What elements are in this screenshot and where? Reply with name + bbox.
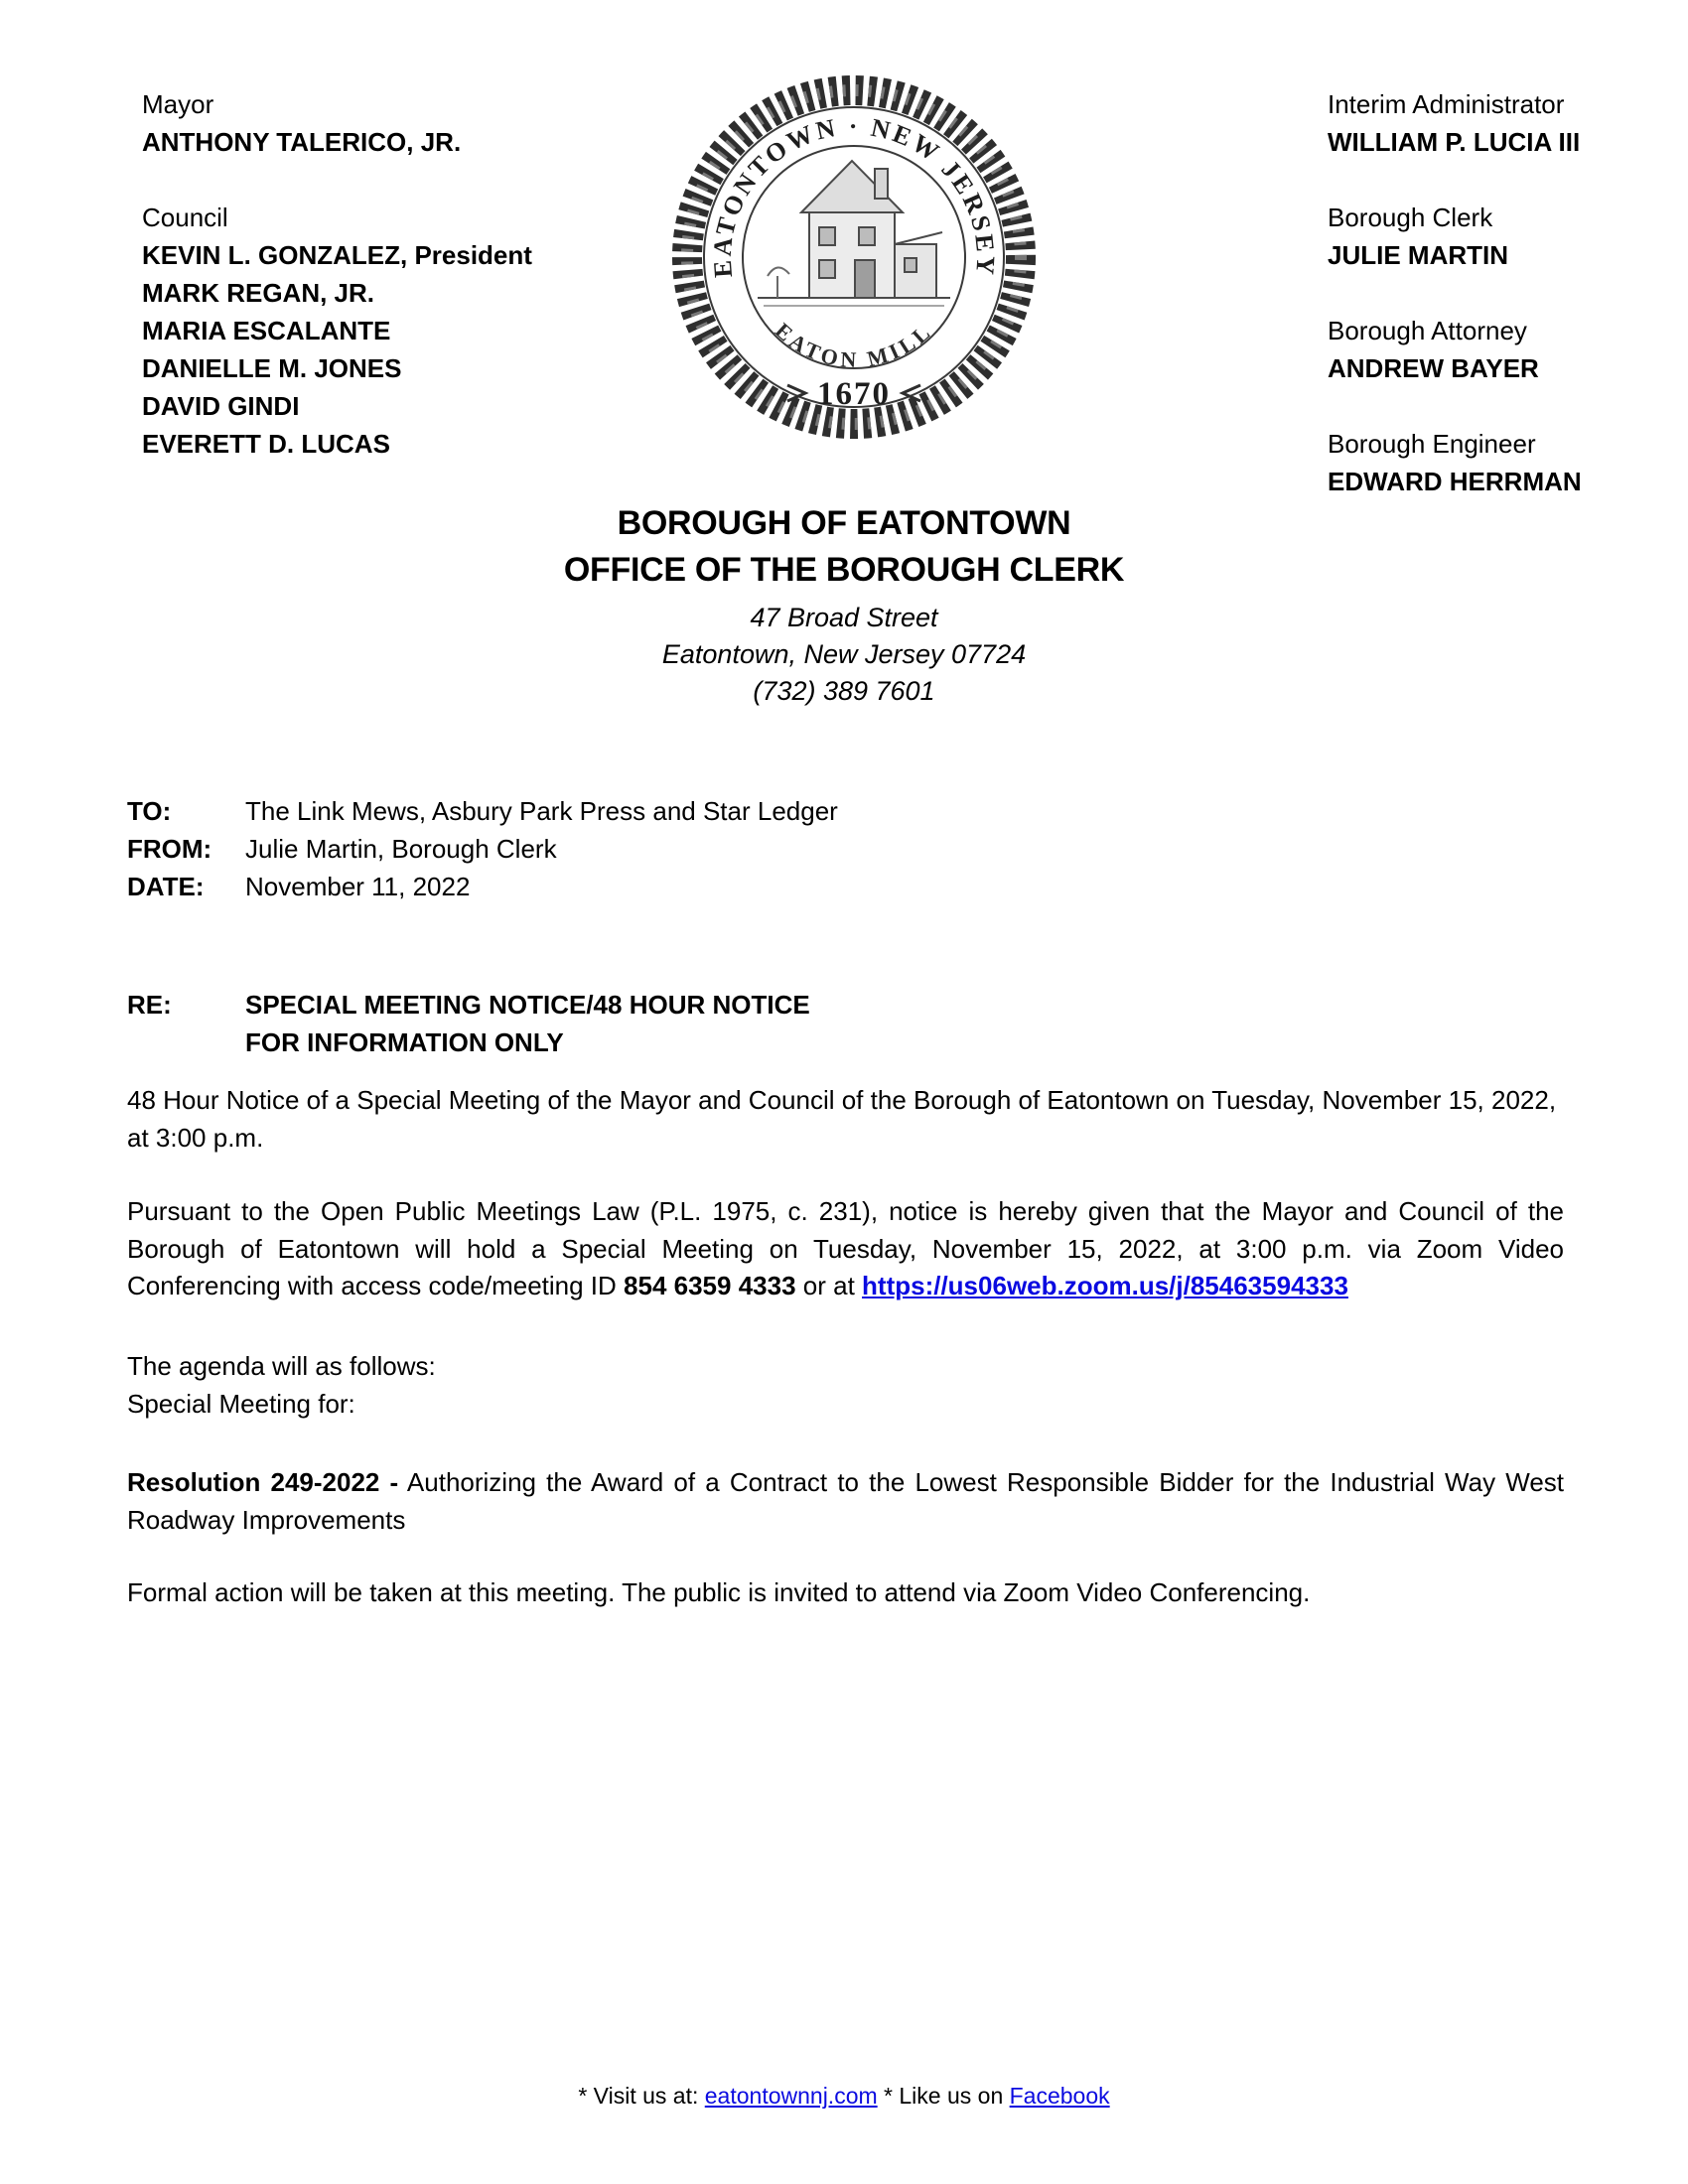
officials-left-column [142, 85, 532, 463]
meeting-details-or-at: or at [795, 1271, 863, 1300]
office-phone: (732) 389 7601 [753, 676, 935, 706]
council-member: KEVIN L. GONZALEZ, President [142, 240, 532, 270]
from-label: FROM: [127, 834, 212, 864]
council-member: MARK REGAN, JR. [142, 278, 375, 308]
re-subject-line1: SPECIAL MEETING NOTICE/48 HOUR NOTICE [245, 990, 810, 1020]
seal-mill-text: EATON MILL [770, 318, 938, 372]
council-member: MARIA ESCALANTE [142, 316, 391, 345]
mayor-name: ANTHONY TALERICO, JR. [142, 127, 462, 157]
borough-attorney-name: ANDREW BAYER [1328, 353, 1539, 383]
borough-attorney-label: Borough Attorney [1328, 316, 1527, 345]
memo-date-row [127, 868, 838, 905]
to-value: The Link Mews, Asbury Park Press and Star Ledger [245, 796, 838, 826]
borough-clerk-label: Borough Clerk [1328, 203, 1493, 232]
date-value: November 11, 2022 [245, 872, 471, 901]
council-member: DAVID GINDI [142, 391, 300, 421]
notice-paragraph: 48 Hour Notice of a Special Meeting of the Mayor and Council of the Borough of Eatontown on Tuesday, November 15, 2022, at 3:00 p.m. [127, 1085, 1557, 1153]
borough-clerk-group [1328, 199, 1582, 274]
council-label: Council [142, 203, 228, 232]
re-value [245, 986, 810, 1061]
borough-attorney-group [1328, 312, 1582, 387]
office-city-address: Eatontown, New Jersey 07724 [661, 639, 1027, 669]
page-footer [0, 2083, 1688, 2110]
office-street-address: 47 Broad Street [750, 603, 938, 632]
mayor-label: Mayor [142, 89, 214, 119]
meeting-id: 854 6359 4333 [624, 1271, 796, 1300]
agenda-line2: Special Meeting for: [127, 1388, 355, 1419]
meeting-details-paragraph [127, 1193, 1564, 1305]
borough-seal [660, 62, 1048, 453]
zoom-meeting-link[interactable]: https://us06web.zoom.us/j/85463594333 [862, 1271, 1348, 1300]
from-value: Julie Martin, Borough Clerk [245, 834, 557, 864]
footer-like-text: * Like us on [877, 2083, 1010, 2109]
re-subject-line2: FOR INFORMATION ONLY [245, 1027, 564, 1057]
svg-text:EATON MILL [771, 318, 937, 372]
borough-engineer-label: Borough Engineer [1328, 429, 1536, 459]
seal-mill-illustration [758, 161, 950, 306]
agenda-intro [127, 1348, 1564, 1423]
council-group [142, 199, 532, 463]
interim-administrator-label: Interim Administrator [1328, 89, 1565, 119]
borough-engineer-group [1328, 425, 1582, 500]
seal-ring-text: EATONTOWN · NEW JERSEY [707, 111, 1001, 279]
seal-year: 1670 [817, 376, 891, 412]
council-member: DANIELLE M. JONES [142, 353, 402, 383]
office-title: OFFICE OF THE BOROUGH CLERK [563, 551, 1125, 589]
office-title-block [0, 500, 1688, 710]
resolution-number: Resolution 249-2022 - [127, 1467, 399, 1497]
resolution-description: Authorizing the Award of a Contract to the Lowest Responsible Bidder for the Industrial Way West Roadway Improvements [127, 1467, 1565, 1535]
mayor-group [142, 85, 532, 161]
memo-to-row [127, 792, 838, 830]
borough-engineer-name: EDWARD HERRMAN [1328, 467, 1582, 496]
borough-title: BOROUGH OF EATONTOWN [617, 504, 1071, 542]
officials-right-column [1328, 85, 1582, 500]
interim-administrator-name: WILLIAM P. LUCIA III [1328, 127, 1581, 157]
footer-visit-text: * Visit us at: [578, 2083, 705, 2109]
resolution-paragraph [127, 1464, 1564, 1539]
borough-clerk-name: JULIE MARTIN [1328, 240, 1508, 270]
memo-header-fields [127, 792, 838, 905]
memo-re-block [127, 986, 810, 1061]
meeting-details-text: Pursuant to the Open Public Meetings Law (P.L. 1975, c. 231), notice is hereby given that the Mayor and Council of the Borough of Eatontown will hold a Special Meeting on Tuesday, November 15, 2022, at 3:00 p.m. via Zoom Video Conferencing with access code/meeting ID [127, 1196, 1564, 1300]
council-member: EVERETT D. LUCAS [142, 429, 390, 459]
to-label: TO: [127, 796, 172, 826]
date-label: DATE: [127, 872, 205, 901]
memo-from-row [127, 830, 838, 868]
re-label: RE: [127, 990, 172, 1020]
borough-website-link[interactable]: eatontownnj.com [704, 2083, 878, 2109]
formal-action-paragraph: Formal action will be taken at this meeting. The public is invited to attend via Zoom Video Conferencing. [127, 1577, 1311, 1607]
agenda-line1: The agenda will as follows: [127, 1351, 436, 1381]
facebook-link[interactable]: Facebook [1009, 2083, 1110, 2109]
borough-seal-graphic [660, 62, 1048, 453]
interim-administrator-group [1328, 85, 1582, 161]
